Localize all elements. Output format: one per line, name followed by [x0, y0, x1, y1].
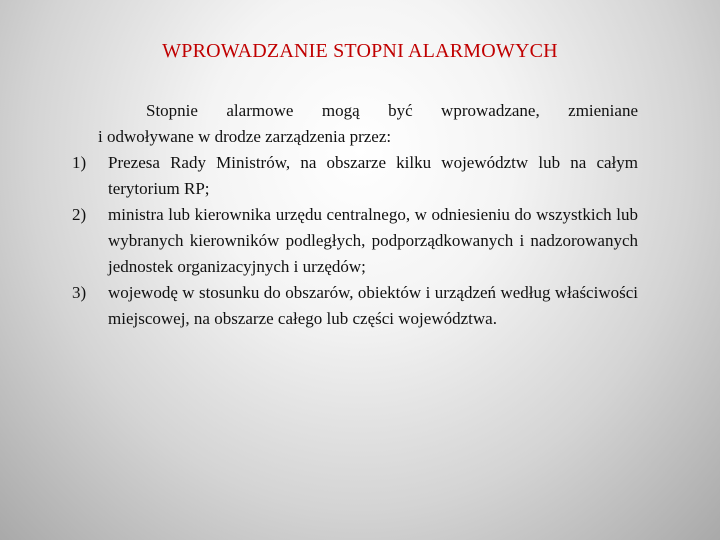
authority-list [72, 150, 638, 332]
list-item-text: ministra lub kierownika urzędu centralnego, w odniesieniu do wszystkich lub wybranych kierowników podległych, podporządkowanych i nadzorowanych jednostek organizacyjnych i urzędów; [108, 205, 638, 276]
list-item-number: 2) [72, 205, 87, 224]
list-item [72, 150, 638, 202]
intro-line-1: Stopnie alarmowe mogą być wprowadzane, zmieniane [146, 101, 638, 120]
slide-body [72, 98, 638, 332]
intro-paragraph [72, 98, 638, 150]
list-item [72, 202, 638, 280]
list-item [72, 280, 638, 332]
list-item-number: 3) [72, 283, 87, 302]
slide-title: WPROWADZANIE STOPNI ALARMOWYCH [162, 40, 558, 62]
list-item-text: Prezesa Rady Ministrów, na obszarze kilku województw lub na całym terytorium RP; [108, 153, 638, 198]
list-item-text: wojewodę w stosunku do obszarów, obiektów i urządzeń według właściwości miejscowej, na obszarze całego lub części województwa. [108, 283, 638, 328]
intro-line-2: i odwoływane w drodze zarządzenia przez: [98, 127, 392, 146]
list-item-number: 1) [72, 153, 87, 172]
